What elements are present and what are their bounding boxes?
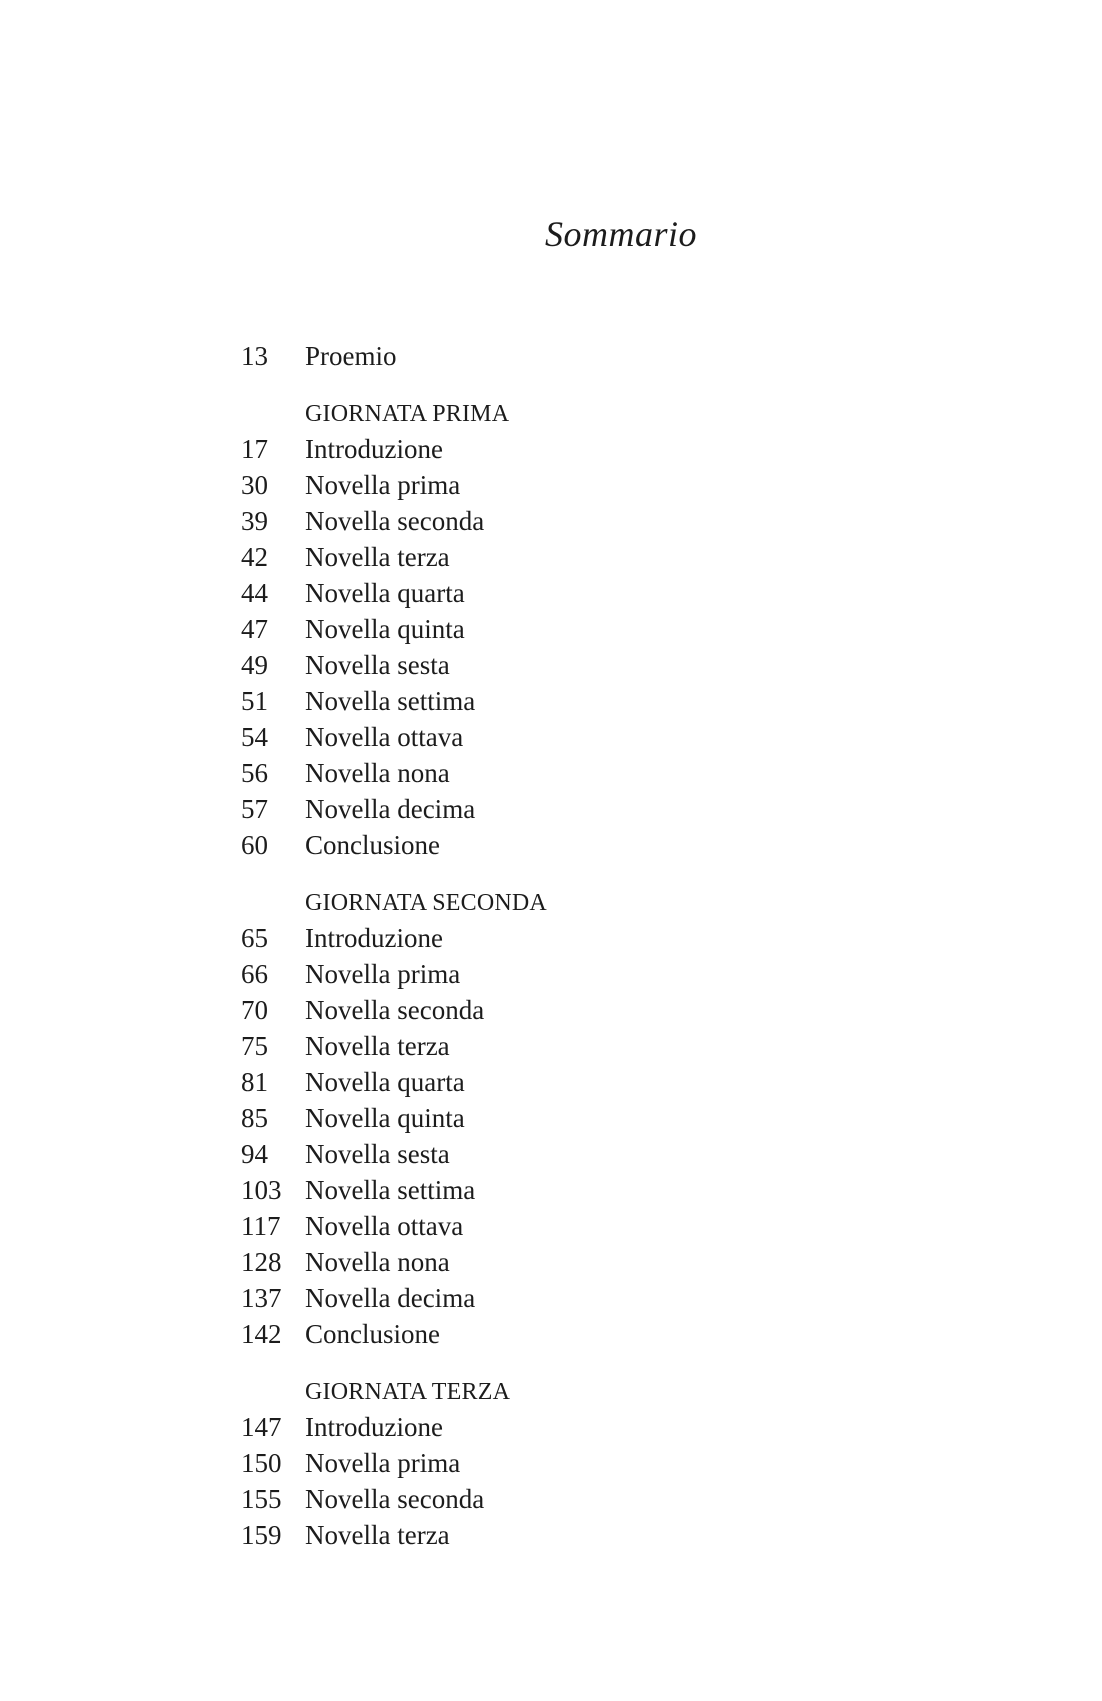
toc-entry[interactable] [241, 431, 881, 467]
toc-entry[interactable] [241, 575, 881, 611]
toc-entry[interactable] [241, 755, 881, 791]
toc-entry[interactable] [241, 467, 881, 503]
toc-entry[interactable] [241, 719, 881, 755]
toc-entry[interactable] [241, 1100, 881, 1136]
page-title: Sommario [545, 214, 698, 254]
entry-title: Novella quinta [305, 614, 465, 644]
page-number: 66 [241, 959, 268, 989]
page-number: 94 [241, 1139, 268, 1169]
page-number: 17 [241, 434, 268, 464]
entry-title: Novella seconda [305, 995, 485, 1025]
page-number: 57 [241, 794, 268, 824]
page-number: 103 [241, 1175, 282, 1205]
entry-title: Conclusione [305, 1319, 440, 1349]
page-number: 155 [241, 1484, 282, 1514]
entry-title: Novella sesta [305, 650, 450, 680]
toc-entry[interactable] [241, 1316, 881, 1352]
toc-entry[interactable] [241, 1409, 881, 1445]
toc-entry[interactable] [241, 1280, 881, 1316]
page-number: 142 [241, 1319, 282, 1349]
entry-title: Novella decima [305, 794, 476, 824]
page-number: 85 [241, 1103, 268, 1133]
entry-title: Novella terza [305, 542, 450, 572]
toc-entry[interactable] [241, 992, 881, 1028]
entry-title: Novella prima [305, 959, 461, 989]
page-number: 70 [241, 995, 268, 1025]
toc-entry[interactable] [241, 1481, 881, 1517]
section-heading: GIORNATA SECONDA [305, 890, 547, 916]
page-number: 51 [241, 686, 268, 716]
toc-entry[interactable] [241, 1064, 881, 1100]
toc-entry[interactable] [241, 1517, 881, 1553]
page-number: 159 [241, 1520, 282, 1550]
entry-title: Novella quarta [305, 1067, 465, 1097]
entry-title: Novella terza [305, 1520, 450, 1550]
toc-entry[interactable] [241, 1028, 881, 1064]
entry-title: Novella nona [305, 1247, 450, 1277]
toc-entry[interactable] [241, 683, 881, 719]
section-heading: GIORNATA TERZA [305, 1379, 511, 1405]
entry-title: Novella sesta [305, 1139, 450, 1169]
page-number: 65 [241, 923, 268, 953]
page-number: 42 [241, 542, 268, 572]
entry-title: Introduzione [305, 434, 443, 464]
toc-entry[interactable] [241, 920, 881, 956]
entry-title: Introduzione [305, 923, 443, 953]
toc-sections [241, 397, 881, 1553]
entry-title: Novella prima [305, 1448, 461, 1478]
toc-entry[interactable] [241, 827, 881, 863]
section-heading: GIORNATA PRIMA [305, 401, 510, 427]
entry-title: Novella nona [305, 758, 450, 788]
page-number: 147 [241, 1412, 282, 1442]
table-of-contents [241, 338, 881, 1553]
page-number: 44 [241, 578, 268, 608]
entry-title: Novella seconda [305, 506, 485, 536]
toc-entry[interactable] [241, 503, 881, 539]
entry-title: Novella quarta [305, 578, 465, 608]
page-number: 150 [241, 1448, 282, 1478]
entry-title: Proemio [305, 341, 397, 371]
entry-title: Novella settima [305, 1175, 476, 1205]
toc-entry[interactable] [241, 1172, 881, 1208]
entry-title: Novella ottava [305, 1211, 464, 1241]
entry-title: Conclusione [305, 830, 440, 860]
toc-entry[interactable] [241, 539, 881, 575]
toc-entry[interactable] [241, 1136, 881, 1172]
entry-title: Novella settima [305, 686, 476, 716]
entry-title: Novella decima [305, 1283, 476, 1313]
entry-title: Novella ottava [305, 722, 464, 752]
page-number: 30 [241, 470, 268, 500]
toc-entry[interactable] [241, 1244, 881, 1280]
toc-entry[interactable] [241, 1208, 881, 1244]
toc-section [241, 886, 881, 1352]
page-number: 56 [241, 758, 268, 788]
page-number: 137 [241, 1283, 282, 1313]
toc-entry[interactable] [241, 956, 881, 992]
toc-entry[interactable] [241, 791, 881, 827]
toc-section [241, 1375, 881, 1553]
page-number: 47 [241, 614, 268, 644]
page-number: 81 [241, 1067, 268, 1097]
entry-title: Novella quinta [305, 1103, 465, 1133]
entry-title: Novella prima [305, 470, 461, 500]
toc-entry[interactable] [241, 647, 881, 683]
entry-title: Introduzione [305, 1412, 443, 1442]
page-number: 128 [241, 1247, 282, 1277]
page-number: 117 [241, 1211, 281, 1241]
page-number: 39 [241, 506, 268, 536]
entry-title: Novella seconda [305, 1484, 485, 1514]
toc-entry-proemio[interactable] [241, 338, 881, 374]
page-number: 75 [241, 1031, 268, 1061]
page-number: 54 [241, 722, 268, 752]
page-number: 49 [241, 650, 268, 680]
page-number: 13 [241, 341, 268, 371]
page-number: 60 [241, 830, 268, 860]
toc-entry[interactable] [241, 611, 881, 647]
toc-section [241, 397, 881, 863]
toc-entry[interactable] [241, 1445, 881, 1481]
entry-title: Novella terza [305, 1031, 450, 1061]
